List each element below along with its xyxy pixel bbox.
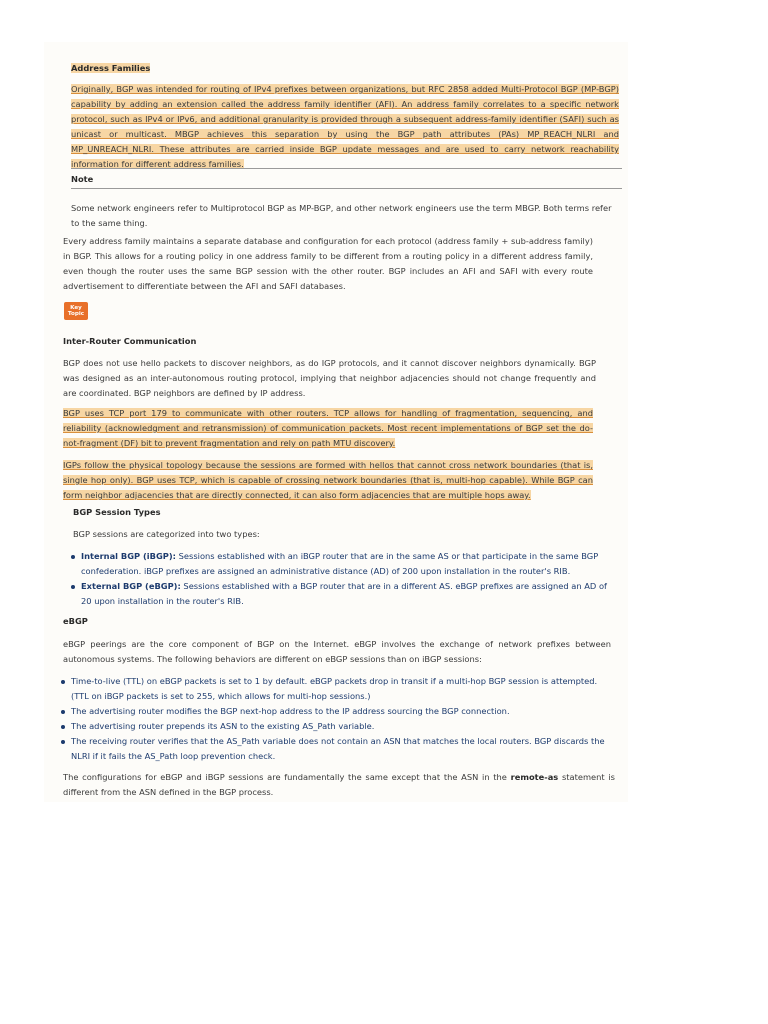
note-text: Some network engineers refer to Multiprotocol BGP as MP-BGP, and other network engineers use the term MBGP. Both terms refer to the same thing. (71, 203, 612, 228)
list-item: The advertising router prepends its ASN to the existing AS_Path variable. (60, 719, 613, 734)
note-top-rule (71, 168, 622, 169)
session-types-intro: BGP sessions are categorized into two types: (73, 529, 260, 539)
inter-router-paragraph-3: IGPs follow the physical topology because the sessions are formed with hellos that cannot cross network boundaries (that is, single hop only). BGP uses TCP, which is capable of crossing network boundaries (that is, multi-hop capable). While BGP can form neighbor adjacencies that are directly connected, it can also form adjacencies that are multiple hops away. (63, 460, 593, 500)
list-item: Time-to-live (TTL) on eBGP packets is set to 1 by default. eBGP packets drop in transit if a multi-hop BGP session is attempted. (TTL on iBGP packets is set to 255, which allows for multi-hop sessions.) (60, 674, 613, 704)
list-item: External BGP (eBGP): Sessions established with a BGP router that are in a different AS. eBGP prefixes are assigned an AD of 20 upon installation in the router's RIB. (70, 579, 608, 609)
note-bottom-rule (71, 188, 622, 189)
address-families-heading: Address Families (71, 63, 151, 73)
key-topic-badge (64, 302, 88, 320)
session-types-heading: BGP Session Types (73, 507, 161, 517)
remote-as-keyword: remote-as (510, 772, 559, 782)
list-item: Internal BGP (iBGP): Sessions established with an iBGP router that are in the same AS or that participate in the same BGP confederation. iBGP prefixes are assigned an administrative distance (AD) of 200 upon installation in the router's RIB. (70, 549, 608, 579)
inter-router-paragraph-2: BGP uses TCP port 179 to communicate with other routers. TCP allows for handling of fragmentation, sequencing, and reliability (acknowledgment and retransmission) of communication packets. Most recent implementations of BGP set the do-not-fragment (DF) bit to prevent fragmentation and rely on path MTU discovery. (63, 408, 593, 448)
inter-router-paragraph-1: BGP does not use hello packets to discover neighbors, as do IGP protocols, and it cannot discover neighbors dynamically. BGP was designed as an inter-autonomous routing protocol, implying that neighbor adjacencies should not change frequently and are coordinated. BGP neighbors are defined by IP address. (63, 358, 596, 398)
key-topic-line2: Topic (67, 311, 85, 317)
note-label: Note (71, 174, 94, 184)
ebgp-intro: eBGP peerings are the core component of BGP on the Internet. eBGP involves the exchange of network prefixes between autonomous systems. The following behaviors are different on eBGP sessions than on iBGP sessions: (63, 639, 611, 664)
every-address-family-paragraph: Every address family maintains a separate database and configuration for each protocol (address family + sub-address family) in BGP. This allows for a routing policy in one address family to be different from a routing policy in a different address family, even though the router uses the same BGP session with the other router. BGP includes an AFI and SAFI with every route advertisement to differentiate between the AFI and SAFI databases. (63, 236, 593, 291)
address-families-paragraph: Originally, BGP was intended for routing of IPv4 prefixes between organizations, but RFC 2858 added Multi-Protocol BGP (MP-BGP) capability by adding an extension called the address family identifier (AFI). An address family correlates to a specific network protocol, such as IPv4 or IPv6, and additional granularity is provided through a subsequent address-family identifier (SAFI) such as unicast or multicast. MBGP achieves this separation by using the BGP path attributes (PAs) MP_REACH_NLRI and MP_UNREACH_NLRI. These attributes are carried inside BGP update messages and are used to carry network reachability information for different address families. (71, 84, 619, 169)
inter-router-heading: Inter-Router Communication (63, 336, 197, 346)
ebgp-heading: eBGP (63, 616, 88, 626)
ebgp-closing-paragraph: The configurations for eBGP and iBGP sessions are fundamentally the same except that the ASN in the remote-as statement is different from the ASN defined in the BGP process. (63, 772, 616, 797)
list-item: The receiving router verifies that the AS_Path variable does not contain an ASN that matches the local routers. BGP discards the NLRI if it fails the AS_Path loop prevention check. (60, 734, 613, 764)
session-types-list (70, 549, 608, 609)
ebgp-behaviors-list (60, 674, 613, 764)
key-topic-line1: Key (70, 305, 82, 311)
list-item: The advertising router modifies the BGP next-hop address to the IP address sourcing the BGP connection. (60, 704, 613, 719)
